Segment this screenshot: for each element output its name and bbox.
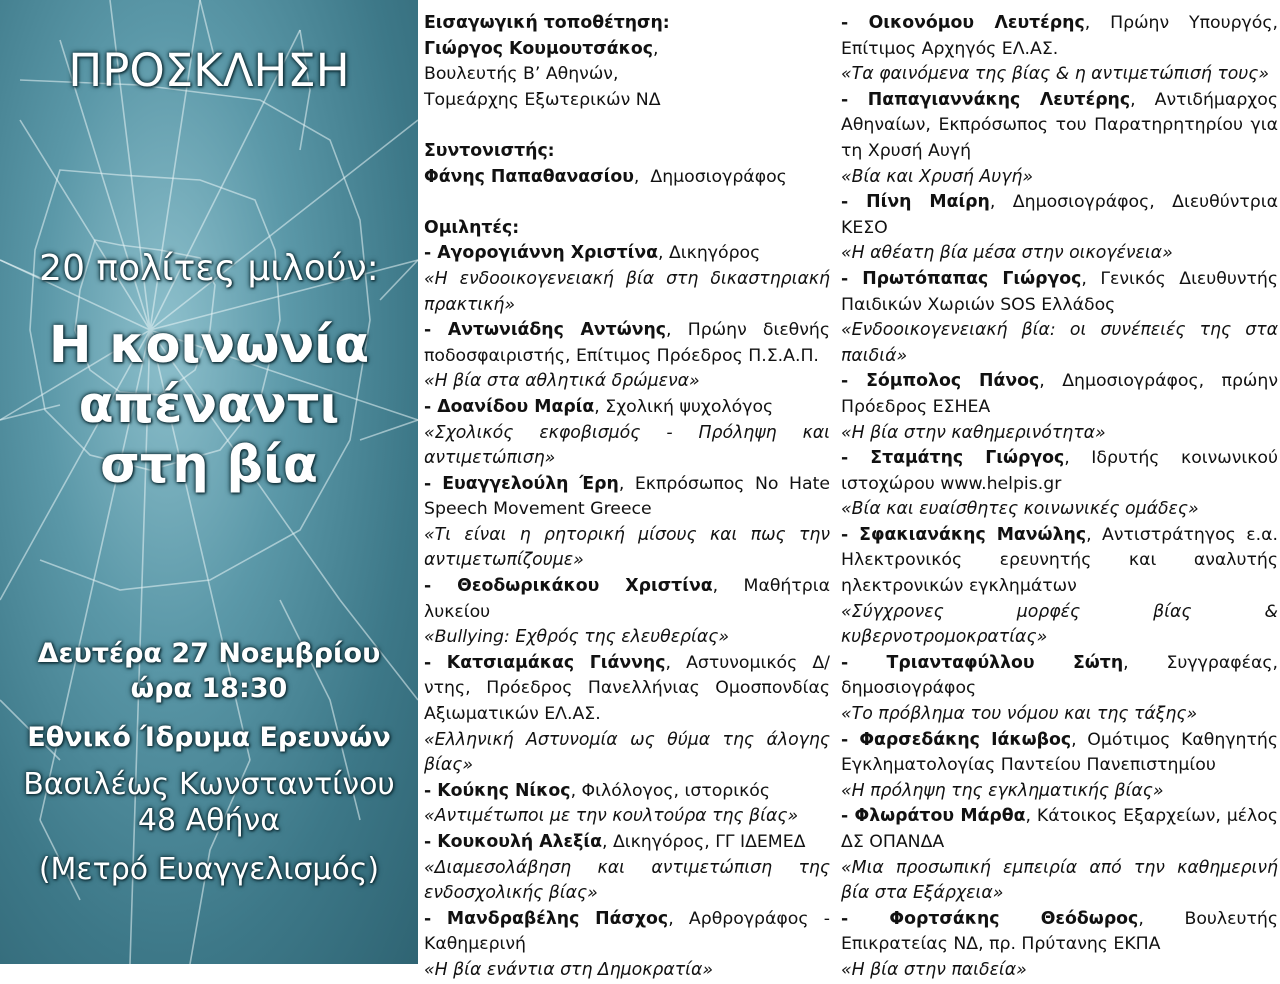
speaker-role: , Μαθήτρια λυκείου [424, 576, 830, 622]
invitation-heading: ΠΡΟΣΚΛΗΣΗ [68, 44, 350, 97]
speaker-entry [841, 651, 1278, 728]
speaker-topic: «Ελληνική Αστυνομία ως θύμα της άλογης βίας» [424, 729, 830, 776]
speaker-role: , Πρώην διεθνής ποδοσφαιριστής, Επίτιμος Πρόεδρος Π.Σ.Α.Π. [424, 320, 830, 366]
speaker-role: , Αντιδήμαρχος Αθηναίων, Εκπρόσωπος του Παρατηρητηρίου για τη Χρυσή Αυγή [841, 89, 1278, 161]
coordinator-section: Συντονιστής: Φάνης Παπαθανασίου, Δημοσιογράφος [424, 139, 830, 190]
speaker-entry [841, 88, 1278, 190]
speakers-column-1 [424, 11, 830, 984]
speaker-name: - Φαρσεδάκης Ιάκωβος [841, 729, 1072, 750]
speaker-role: , Ομότιμος Καθηγητής Εγκληματολογίας Παντείου Πανεπιστημίου [841, 729, 1279, 776]
speaker-role: , Βουλευτής Επικρατείας ΝΔ, πρ. Πρύτανης ΕΚΠΑ [841, 908, 1279, 955]
event-title [0, 316, 418, 496]
speaker-topic: «Η βία στην παιδεία» [841, 959, 1027, 980]
speaker-entry [841, 907, 1278, 984]
speaker-topic: «Η πρόληψη της εγκληματικής βίας» [841, 780, 1164, 801]
speaker-entry [841, 369, 1278, 446]
speaker-role: , Πρώην Υπουργός, Επίτιμος Αρχηγός ΕΛ.ΑΣ. [841, 13, 1278, 59]
event-venue: Εθνικό Ίδρυμα Ερευνών [27, 722, 391, 753]
speaker-role: , Ιδρυτής κοινωνικού ιστοχώρου www.helpis.gr [841, 448, 1278, 494]
speaker-role: , Εκπρόσωπος No Hate Speech Movement Greece [424, 473, 831, 520]
speaker-topic: «Τα φαινόμενα της βίας & η αντιμετώπισή τους» [841, 64, 1270, 85]
speaker-role: , Συγγραφέας, δημοσιογράφος [841, 652, 1278, 699]
speaker-topic: «Τι είναι η ρητορική μίσους και πως την αντιμετωπίζουμε» [424, 524, 830, 571]
speaker-name: - Φορτσάκης Θεόδωρος [841, 908, 1139, 929]
speaker-entry [424, 830, 830, 907]
speaker-name: - Σταμάτης Γιώργος [841, 448, 1065, 469]
speaker-name: - Φλωράτου Μάρθα [841, 806, 1026, 827]
speaker-topic: «Μια προσωπική εμπειρία από την καθημερινή βία στα Εξάρχεια» [841, 857, 1278, 904]
speaker-topic: «Η αθέατη βία μέσα στην οικογένεια» [841, 243, 1173, 264]
coordinator-name: Φάνης Παπαθανασίου [424, 166, 634, 187]
intro-heading: Εισαγωγική τοποθέτηση: [424, 13, 670, 33]
speakers-list [424, 241, 830, 983]
speaker-topic: «Διαμεσολάβηση και αντιμετώπιση της ενδοσχολικής βίας» [424, 857, 830, 904]
speaker-name: - Οικονόμου Λευτέρης [841, 13, 1085, 33]
intro-line: Βουλευτής Β’ Αθηνών, [424, 64, 619, 85]
address-line: 48 Αθήνα [137, 803, 281, 838]
coordinator-heading: Συντονιστής: [424, 140, 555, 161]
speaker-name: - Αγορογιάννη Χριστίνα [424, 243, 658, 264]
speaker-name: - Κατσιαμάκας Γιάννης [424, 652, 666, 673]
speaker-topic: «Bullying: Εχθρός της ελευθερίας» [424, 627, 730, 648]
speakers-heading: Ομιλητές: [424, 217, 520, 238]
metro-station: (Μετρό Ευαγγελισμός) [38, 852, 380, 887]
speaker-name: - Δοανίδου Μαρία [424, 396, 595, 417]
speaker-name: - Μανδραβέλης Πάσχος [424, 908, 669, 929]
speaker-entry [424, 318, 830, 395]
speaker-topic: «Αντιμέτωποι με την κουλτούρα της βίας» [424, 806, 799, 827]
speaker-entry [424, 651, 830, 779]
speaker-role: , Δημοσιογράφος, Διευθύντρια ΚΕΣΟ [841, 192, 1278, 238]
speaker-entry [841, 267, 1278, 369]
speaker-role: , Φιλόλογος, ιστορικός [570, 780, 771, 801]
speaker-topic: «Η βία στα αθλητικά δρώμενα» [424, 371, 700, 392]
event-title-line: στη βία [100, 436, 318, 495]
speaker-role: , Κάτοικος Εξαρχείων, μέλος ΔΣ ΟΠΑΝΔΑ [841, 806, 1278, 852]
intro-section: Εισαγωγική τοποθέτηση: Γιώργος Κουμουτσάκος, Βουλευτής Β’ Αθηνών, Τομεάρχης Εξωτερικών ΝΔ [424, 11, 830, 113]
intro-name: Γιώργος Κουμουτσάκος [424, 38, 653, 59]
speaker-role: , Σχολική ψυχολόγος [594, 396, 774, 417]
speakers-column-2 [841, 11, 1278, 984]
speaker-topic: «Η ενδοοικογενειακή βία στη δικαστηριακή πρακτική» [424, 268, 830, 315]
speaker-topic: «Η βία ενάντια στη Δημοκρατία» [424, 959, 714, 980]
speaker-entry [841, 804, 1278, 906]
speaker-topic: «Ενδοοικογενειακή βία: οι συνέπειές της στα παιδιά» [841, 320, 1278, 366]
speaker-name: - Θεοδωρικάκου Χριστίνα [424, 576, 713, 597]
speakers-list [841, 11, 1278, 984]
speaker-role: , Αρθρογράφος - Καθημερινή [424, 908, 830, 955]
speaker-name: - Παπαγιαννάκης Λευτέρης [841, 89, 1131, 110]
speaker-role: , Γενικός Διευθυντής Παιδικών Χωριών SOS Ελλάδος [841, 268, 1278, 315]
speaker-entry [841, 190, 1278, 267]
invitation-panel [0, 0, 418, 964]
speaker-topic: «Βία και ευαίσθητες κοινωνικές ομάδες» [841, 499, 1199, 520]
speaker-name: - Κουκουλή Αλεξία [424, 832, 602, 852]
speaker-entry [424, 472, 830, 574]
speaker-topic: «Το πρόβλημα του νόμου και της τάξης» [841, 704, 1198, 725]
event-address [0, 767, 418, 839]
speaker-name: - Σφακιανάκης Μανώλης [841, 524, 1087, 545]
speaker-role: , Αντιστράτηγος ε.α. Ηλεκτρονικός ερευνητής και αναλυτής ηλεκτρονικών εγκλημάτων [841, 524, 1278, 597]
address-line: Βασιλέως Κωνσταντίνου [23, 767, 395, 802]
speaker-role: , Δημοσιογράφος, πρώην Πρόεδρος ΕΣΗΕΑ [841, 371, 1279, 417]
event-title-line: Η κοινωνία [48, 316, 370, 375]
speaker-entry [841, 446, 1278, 523]
speaker-topic: «Βία και Χρυσή Αυγή» [841, 166, 1034, 187]
intro-line: Τομεάρχης Εξωτερικών ΝΔ [424, 89, 661, 110]
event-subtitle: 20 πολίτες μιλούν: [39, 248, 379, 289]
speaker-name: - Ευαγγελούλη Έρη [424, 473, 619, 494]
speaker-entry [424, 574, 830, 651]
speaker-name: - Πίνη Μαίρη [841, 192, 990, 213]
speaker-topic: «Η βία στην καθημερινότητα» [841, 422, 1106, 443]
event-date: Δευτέρα 27 Νοεμβρίου [37, 638, 381, 669]
speaker-role: , Δικηγόρος [657, 243, 761, 264]
coordinator-role: Δημοσιογράφος [650, 166, 787, 187]
speaker-entry [841, 523, 1278, 651]
event-time: ώρα 18:30 [130, 673, 288, 704]
speaker-role: , Αστυνομικός Δ/ντης, Πρόεδρος Πανελλήνιας Ομοσπονδίας Αξιωματικών ΕΛ.ΑΣ. [424, 652, 830, 725]
speaker-entry [841, 728, 1278, 805]
speaker-name: - Πρωτόπαπας Γιώργος [841, 268, 1082, 289]
speaker-entry [424, 779, 830, 830]
speaker-name: - Κούκης Νίκος [424, 780, 571, 801]
event-title-line: απέναντι [78, 376, 340, 435]
speaker-entry [841, 11, 1278, 88]
speaker-topic: «Σύγχρονες μορφές βίας & κυβερνοτρομοκρατίας» [841, 601, 1278, 648]
speaker-entry [424, 395, 830, 472]
speaker-entry [424, 907, 830, 984]
speaker-name: - Τριανταφύλλου Σώτη [841, 652, 1124, 673]
speaker-entry [424, 241, 830, 318]
speaker-role: , Δικηγόρος, ΓΓ ΙΔΕΜΕΔ [601, 832, 806, 852]
speaker-topic: «Σχολικός εκφοβισμός - Πρόληψη και αντιμετώπιση» [424, 422, 830, 469]
speaker-name: - Σόμπολος Πάνος [841, 371, 1040, 392]
speaker-name: - Αντωνιάδης Αντώνης [424, 320, 667, 341]
